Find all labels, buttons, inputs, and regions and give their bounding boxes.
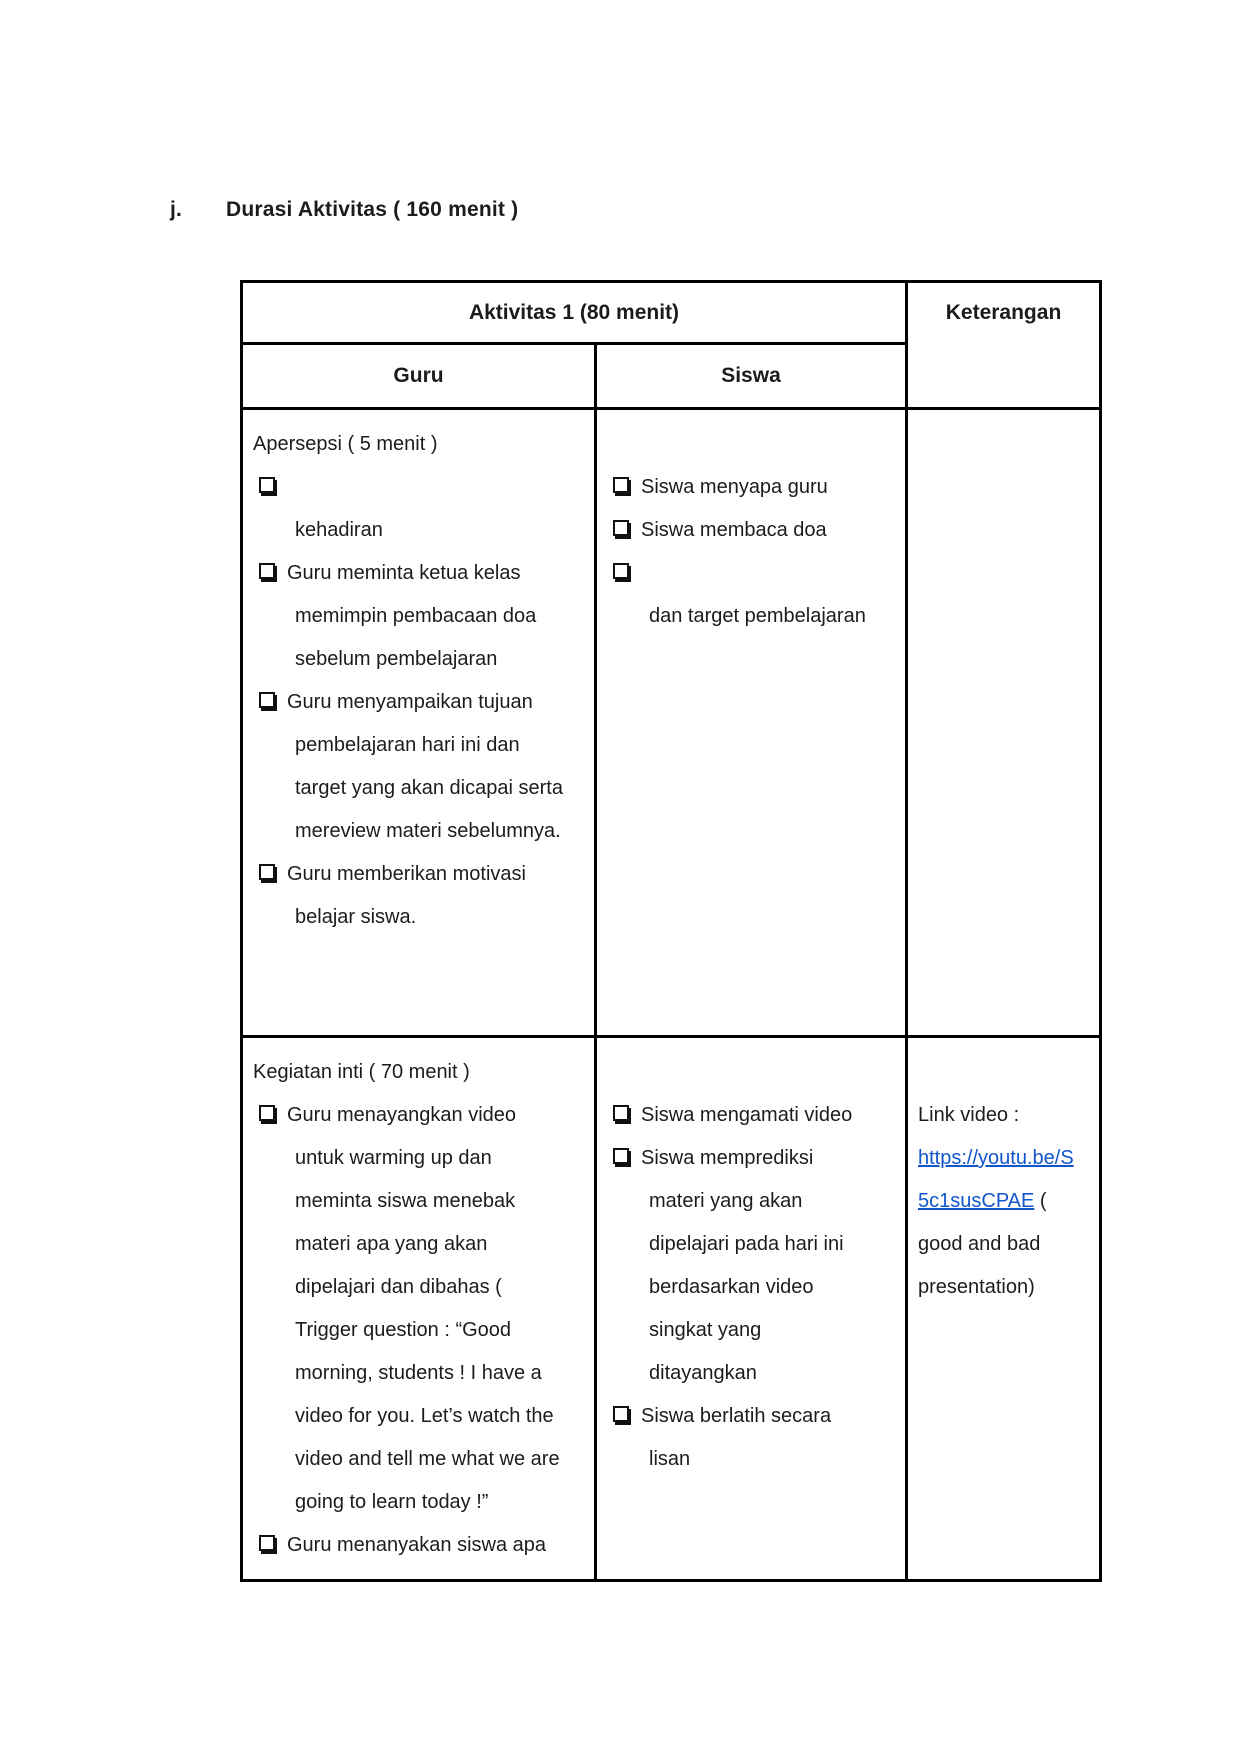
- text-span: singkat yang: [649, 1319, 762, 1341]
- text-span: morning, students ! I have a: [295, 1362, 542, 1384]
- text-span: Kegiatan inti ( 70 menit ): [253, 1061, 470, 1083]
- text-span: Link video :: [918, 1104, 1020, 1126]
- text-line: [597, 1395, 905, 1438]
- text-line: [597, 1438, 905, 1481]
- text-span: dan target pembelajaran: [649, 605, 866, 627]
- checkbox-icon: [613, 1137, 641, 1180]
- cell-apersepsi-siswa: [597, 410, 908, 1038]
- video-link[interactable]: 5c1susCPAE: [918, 1190, 1035, 1212]
- text-span: pembelajaran hari ini dan: [295, 734, 520, 756]
- text-line: [243, 681, 594, 724]
- text-line: [243, 595, 594, 638]
- text-span: materi apa yang akan: [295, 1233, 488, 1255]
- text-line: [597, 1137, 905, 1180]
- text-line: [243, 724, 594, 767]
- checkbox-icon: [259, 853, 287, 896]
- checkbox-icon: [259, 1524, 287, 1567]
- text-span: presentation): [918, 1276, 1035, 1298]
- text-line: [597, 595, 905, 638]
- text-span: Siswa menyapa guru: [641, 476, 828, 498]
- cell-kegiatan-inti-siswa: [597, 1038, 908, 1579]
- text-line: [243, 1395, 594, 1438]
- text-span: lisan: [649, 1448, 691, 1470]
- text-line: [243, 896, 594, 939]
- text-line: [597, 1051, 905, 1094]
- text-line: [908, 1137, 1099, 1180]
- cell-apersepsi-keterangan: [908, 410, 1099, 1038]
- text-line: [243, 466, 594, 509]
- text-line: [243, 552, 594, 595]
- heading-index: j.: [170, 198, 183, 221]
- text-span: kehadiran: [295, 519, 383, 541]
- cell-kegiatan-inti-guru: [243, 1038, 597, 1579]
- text-span: memimpin pembacaan doa: [295, 605, 537, 627]
- text-line: [908, 1266, 1099, 1309]
- text-line: [243, 853, 594, 896]
- checkbox-icon: [613, 1094, 641, 1137]
- text-line: [243, 1266, 594, 1309]
- text-line: [597, 466, 905, 509]
- text-line: [243, 1352, 594, 1395]
- text-line: [243, 1051, 594, 1094]
- text-span: dipelajari dan dibahas (: [295, 1276, 502, 1298]
- text-line: [243, 509, 594, 552]
- checkbox-icon: [613, 466, 641, 509]
- text-line: [243, 1137, 594, 1180]
- text-line: [243, 638, 594, 681]
- text-span: going to learn today !”: [295, 1491, 489, 1513]
- text-line: [243, 1180, 594, 1223]
- text-span: Siswa membaca doa: [641, 519, 827, 541]
- text-line: [597, 423, 905, 466]
- text-span: Guru menayangkan video: [287, 1104, 517, 1126]
- table-header-activity: Aktivitas 1 (80 menit): [243, 283, 908, 345]
- text-line: [243, 1481, 594, 1524]
- text-line: [908, 1094, 1099, 1137]
- text-span: Guru memberikan motivasi: [287, 863, 526, 885]
- checkbox-icon: [613, 509, 641, 552]
- text-span: Guru menyampaikan tujuan: [287, 691, 533, 713]
- heading-title: Durasi Aktivitas ( 160 menit ): [226, 198, 519, 221]
- text-span: dipelajari pada hari ini: [649, 1233, 844, 1255]
- text-span: Siswa berlatih secara: [641, 1405, 832, 1427]
- text-span: untuk warming up dan: [295, 1147, 492, 1169]
- text-line: [243, 423, 594, 466]
- text-line: [243, 767, 594, 810]
- text-line: [597, 552, 905, 595]
- text-span: Trigger question : “Good: [295, 1319, 512, 1341]
- checkbox-icon: [613, 1395, 641, 1438]
- text-line: [597, 1352, 905, 1395]
- cell-kegiatan-inti-keterangan: [908, 1038, 1099, 1579]
- text-span: belajar siswa.: [295, 906, 417, 928]
- text-line: [908, 1051, 1099, 1094]
- activity-table: [240, 280, 1102, 1582]
- text-line: [243, 1223, 594, 1266]
- cell-apersepsi-guru: [243, 410, 597, 1038]
- checkbox-icon: [613, 552, 641, 595]
- text-span: Siswa mengamati video: [641, 1104, 853, 1126]
- text-span: video for you. Let’s watch the: [295, 1405, 554, 1427]
- text-span: Siswa memprediksi: [641, 1147, 814, 1169]
- text-span: (: [1034, 1190, 1047, 1212]
- text-span: Guru menanyakan siswa apa: [287, 1534, 547, 1556]
- checkbox-icon: [259, 466, 287, 509]
- text-line: [597, 509, 905, 552]
- text-span: mereview materi sebelumnya.: [295, 820, 561, 842]
- text-span: berdasarkan video: [649, 1276, 814, 1298]
- text-span: meminta siswa menebak: [295, 1190, 516, 1212]
- table-header-keterangan: Keterangan: [908, 283, 1099, 410]
- video-link[interactable]: https://youtu.be/S: [918, 1147, 1074, 1169]
- text-line: [597, 1309, 905, 1352]
- table-header-siswa: Siswa: [597, 345, 908, 410]
- text-span: Guru meminta ketua kelas: [287, 562, 521, 584]
- text-span: Apersepsi ( 5 menit ): [253, 433, 438, 455]
- section-heading: [170, 198, 518, 222]
- text-span: materi yang akan: [649, 1190, 803, 1212]
- checkbox-icon: [259, 552, 287, 595]
- text-span: video and tell me what we are: [295, 1448, 560, 1470]
- checkbox-icon: [259, 1094, 287, 1137]
- text-line: [597, 1223, 905, 1266]
- text-line: [597, 1180, 905, 1223]
- text-line: [243, 1309, 594, 1352]
- text-line: [243, 1524, 594, 1567]
- text-span: sebelum pembelajaran: [295, 648, 498, 670]
- checkbox-icon: [259, 681, 287, 724]
- text-line: [243, 1094, 594, 1137]
- text-line: [908, 1223, 1099, 1266]
- table-header-guru: Guru: [243, 345, 597, 410]
- text-line: [908, 1180, 1099, 1223]
- text-line: [597, 1266, 905, 1309]
- text-line: [597, 1094, 905, 1137]
- text-line: [243, 810, 594, 853]
- text-span: target yang akan dicapai serta: [295, 777, 563, 799]
- text-span: good and bad: [918, 1233, 1041, 1255]
- text-span: ditayangkan: [649, 1362, 757, 1384]
- text-line: [243, 1438, 594, 1481]
